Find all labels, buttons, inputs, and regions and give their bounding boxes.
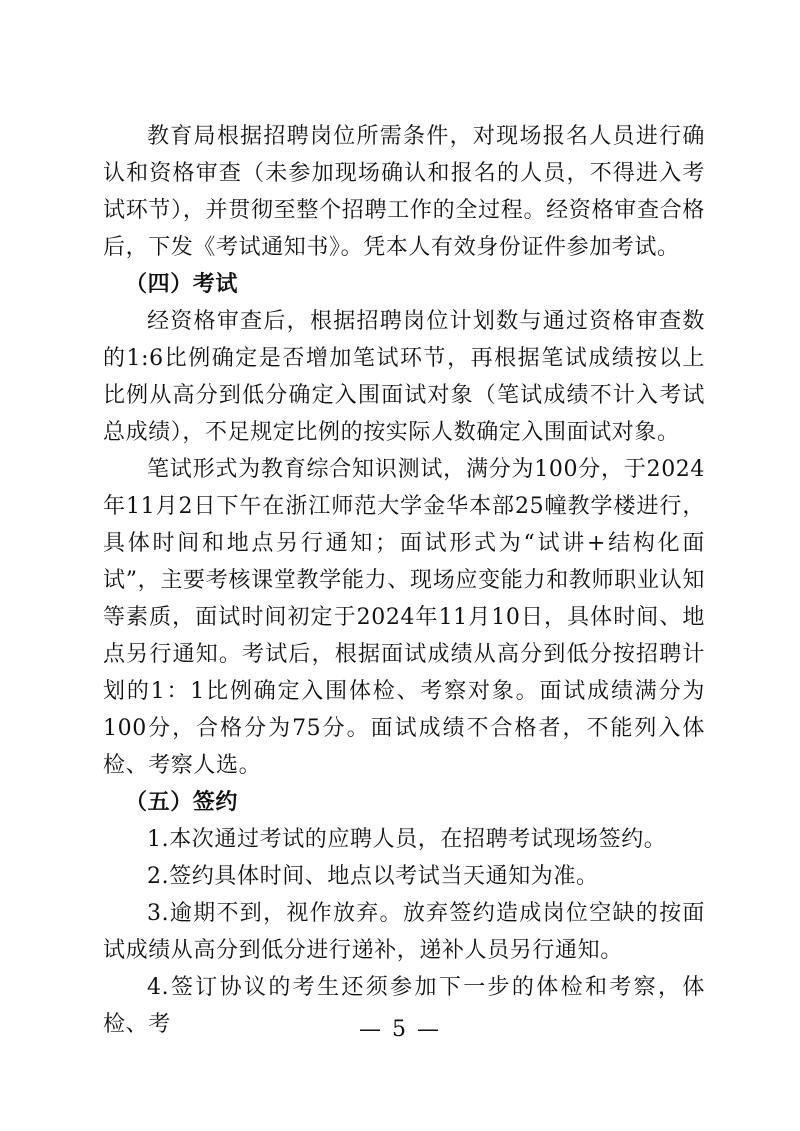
paragraph-qualification-review: 教育局根据招聘岗位所需条件，对现场报名人员进行确认和资格审查（未参加现场确认和报名的人员，不得进入考试环节），并贯彻至整个招聘工作的全过程。经资格审查合格后，下发《考试通知书》。凭本人有效身份证件参加考试。 [103, 124, 705, 260]
paragraph-contract-item-3: 3.逾期不到，视作放弃。放弃签约造成岗位空缺的按面试成绩从高分到低分进行递补，递补人员另行通知。 [103, 901, 705, 963]
paragraph-exam-format: 笔试形式为教育综合知识测试，满分为100分，于2024年11月2日下午在浙江师范大学金华本部25幢教学楼进行，具体时间和地点另行通知；面试形式为“试讲+结构化面试”，主要考核课堂教学能力、现场应变能力和教师职业认知等素质，面试时间初定于2024年11月10日，具体时间、地点另行通知。考试后，根据面试成绩从高分到低分按招聘计划的1：1比例确定入围体检、考察对象。面试成绩满分为100分，合格分为75分。面试成绩不合格者，不能列入体检、考察人选。 [103, 457, 705, 778]
page-number: — 5 — [359, 1017, 441, 1042]
paragraph-written-exam-ratio: 经资格审查后，根据招聘岗位计划数与通过资格审查数的1:6比例确定是否增加笔试环节，再根据笔试成绩按以上比例从高分到低分确定入围面试对象（笔试成绩不计入考试总成绩），不足规定比例的按实际人数确定入围面试对象。 [103, 309, 705, 445]
paragraph-contract-item-1: 1.本次通过考试的应聘人员，在招聘考试现场签约。 [147, 827, 667, 852]
section-heading-exam: （四）考试 [125, 272, 239, 297]
paragraph-contract-item-4: 4.签订协议的考生还须参加下一步的体检和考察，体检、考 [103, 975, 705, 1037]
document-body [103, 118, 705, 1043]
section-heading-contract: （五）签约 [125, 790, 239, 815]
paragraph-contract-item-2: 2.签约具体时间、地点以考试当天通知为准。 [147, 864, 599, 889]
